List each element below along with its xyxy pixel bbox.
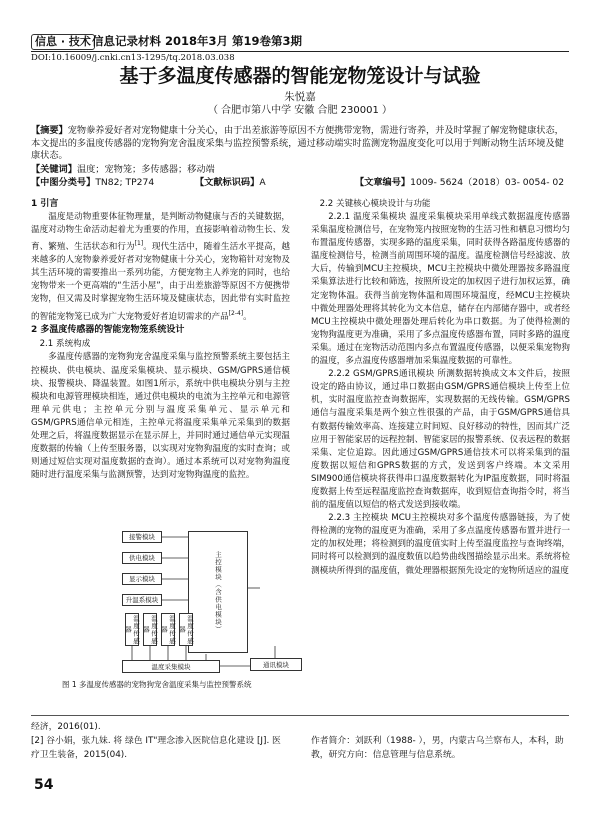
reference-1-tail: 经济，2016(01).: [31, 722, 101, 732]
diagram-sensor-4: [179, 613, 193, 646]
diagram-display-box: 显示模块: [122, 573, 162, 585]
diagram-collect-box: 温度采集模块: [122, 660, 220, 673]
left-column: [31, 197, 290, 482]
article-title: 基于多温度传感器的智能宠物笼设计与试验: [119, 65, 481, 87]
section-1-paragraph: [31, 211, 290, 323]
sensor-3-label: 温度传感器: [160, 614, 176, 645]
clc-code: [31, 177, 154, 190]
footer-rule: [31, 715, 569, 716]
p1-text: 温度是动物重要体征物理量，是判断动物健康与否的关键数据，温度对动物生命活动起着尤为重要的作用，直接影响着动物生长、发育、繁殖、生活状态和行为: [31, 212, 290, 253]
ref-2-4: [2-4]: [228, 309, 244, 317]
section-2-1-paragraph: 多温度传感器的宠物狗宠舍温度采集与监控预警系统主要包括主控模块、供电模块、温度采集模块、显示模块、GSM/GPRS通信模块、报警模块、降温装置。如图1所示，系统中供电模块分别与主控模块和电源管理模块相连，通过供电模块的电流为主控单元和电源管理单元供电；主控单元分别与温度采集单元、显示单元和GSM/GPRS通信单元相连，主控单元将温度采集单元采集到的数据处理之后，将温度数据显示在显示屏上，并同时通过通信单元实现温度数据的传输（上传至服务器，以实现对宠物狗温度的实时查询；或则通过短信实现对温度数据的查询）。通过本系统可以对宠物狗温度随时进行温度采集与监测预警，达到对宠物狗温度的监控。: [31, 352, 290, 481]
section-1-heading: 1 引言: [31, 199, 59, 209]
article-no-value: 1009- 5624（2018）03- 0054- 02: [410, 177, 565, 188]
references-continued: [31, 720, 286, 762]
section-2-2-2-paragraph: 2.2.2 GSM/GPRS通讯模块 所测数据转换成文本文件后，按照设定的路由协议，通过串口数据由GSM/GPRS通信模块上传至上位机，实时温度监控查询数据库，实现数据的无线传输。GSM/GPRS通信与温度采集是两个独立性很强的产品，由于GSM/GPRS通信具有数据传输效率高、连接建立时间短、良好移动的特性，因而其广泛应用于智能家居的远程控制、智能家居的报警系统、仪表远程的数据采集、定位追踪。因此通过GSM/GPRS通信技术可以将采集到的温度数据以短信和GPRS数据的方式，发送到客户终端。本文采用SIM900通信模块将获得串口温度数据转化为IP温度数据，同时将温度数据上传至远程温度监控查询数据库，收到短信查询指令时，将当前的温度值以短信的格式发送到接收端。: [311, 369, 570, 511]
sensor-4-label: 温度传感器: [178, 614, 194, 645]
ref-1: [1]: [134, 240, 144, 248]
right-column: [311, 197, 570, 578]
doc-code-label: 【文献标识码】: [195, 177, 260, 188]
diagram-main-control-box: [188, 531, 248, 653]
keywords-label: 【关键词】: [31, 164, 77, 175]
figure-1-caption: 图 1 多温度传感器的宠物狗宠舍温度采集与监控预警系统: [62, 680, 252, 689]
keywords-text: 温度；宠物笼；多传感器；移动端: [76, 164, 215, 175]
section-2-heading: 2 多温度传感器的智能宠物笼系统设计: [31, 325, 185, 336]
header-rule: [31, 51, 569, 52]
clc-value: TN82; TP274: [95, 177, 155, 188]
clc-label: 【中图分类号】: [31, 177, 96, 188]
affiliation: （ 合肥市第八中学 安徽 合肥 230001 ）: [207, 105, 393, 116]
author-name: 朱悦嘉: [284, 91, 316, 103]
reference-2: [2] 谷小娟，张九妹. 将 绿色 IT"理念渗入医院信息化建设 [J]. 医疗卫生装备，2015(04).: [31, 736, 281, 760]
sensor-1-label: 温度传感器: [124, 614, 140, 645]
doi-line: DOI:10.16009/j.cnki.cn13-1295/tq.2018.03.038: [31, 53, 235, 63]
diagram-cooling-box: 升温系模块: [122, 594, 162, 606]
doc-code-value: A: [259, 177, 266, 188]
doc-code: [195, 177, 266, 190]
diagram-comm-box: 通讯模块: [250, 658, 302, 671]
main-control-label: 主控模块（含供电模块）: [214, 550, 222, 634]
diagram-sensor-1: [125, 613, 139, 646]
section-2-2-1-paragraph: 2.2.1 温度采集模块 温度采集模块采用单线式数据温度传感器采集温度检测信号，在宠物笼内按照宠物的生活习性和栖息习惯均匀布置温度传感器，实现多路的温度采集，同时获得各路温度传感器的温度检测信号，检测当前周围环境的温度。温度检测信号经滤波、放大后，传输到MCU主控模块，MCU主控模块中微处理器按多路温度采集算法进行比较和筛选，按照所设定的加权因子进行加权运算，确定宠物体温。获得当前宠物体温和周围环境温度，经MCU主控模块中微处理器处理将其转化为文本信息，储存在内部储存器中，或者经MCU主控模块中微处理器处理后转化为串口数据。为了使得检测的宠物狗温度更为准确，采用了多点温度传感器布置，同时多路的温度采集。通过在宠物活动范围内多点布置温度传感器，以便采集宠物狗的温度，多点温度传感器增加采集温度数据的可靠性。: [311, 212, 570, 367]
section-2-1-heading: 2.1 系统构成: [39, 339, 91, 350]
diagram-alarm-recv-box: 接警模块: [122, 531, 162, 543]
abstract-label: 【摘要】: [31, 125, 68, 136]
sensor-2-label: 温度传感器: [142, 614, 158, 645]
article-number: [355, 177, 564, 190]
author-bio: 作者简介：刘跃利（1988- ），男，内蒙古乌兰察布人，本科，助教，研究方向：信息管理与信息系统。: [311, 736, 564, 760]
p1-text-b: 。现代生活中，随着生活水平提高，越来越多的人宠物豢养爱好者对宠物健康十分关心，宠物箱针对宠物及其生活环境的需要推出一系列功能，方便宠物主人养宠的同时，也给宠物带来一个更高端的“生活小屋”，由于出差旅游等原因不方便携带宠物，但又需及时掌握宠物生活环境及健康状态，因此带有实时监控的智能宠物笼已成为广大宠物爱好者迫切需求的产品: [31, 242, 290, 322]
diagram-power-box: 供电模块: [122, 552, 162, 564]
page-number: 54: [34, 777, 54, 793]
figure-1-diagram: [100, 528, 310, 678]
abstract: [31, 125, 569, 163]
abstract-text: 宠物豢养爱好者对宠物健康十分关心，由于出差旅游等原因不方便携带宠物，需进行寄养，并及时掌握了解宠物健康状态，本文提出的多温度传感器的宠物狗宠舍温度采集与监控预警系统，通过移动端实时监测宠物温度变化可以用于判断动物生活环境及健康状态。: [31, 125, 564, 162]
diagram-sensor-3: [161, 613, 175, 646]
article-no-label: 【文章编号】: [355, 177, 411, 188]
section-2-2-heading: 2.2 关键核心模块设计与功能: [319, 199, 431, 209]
journal-section-tag: 信息 · 技术: [31, 34, 95, 50]
section-2-2-3-paragraph: 2.2.3 主控模块 MCU主控模块对多个温度传感器链接，为了使得检测的宠物的温度更为准确，采用了多点温度传感器布置并进行一定的加权处理；将检测到的温度值实时上传至温度监控与查询终端，同时将可以检测到的温度数值以趋势曲线图描绘显示出来。系统将检测模块所得到的温度值，微处理器根据预先设定的宠物所适应的温度: [311, 513, 570, 576]
keywords: [31, 164, 569, 177]
journal-issue: 信息记录材料 2018年3月 第19卷第3期: [92, 34, 303, 48]
p1-text-c: 。: [243, 311, 252, 322]
diagram-sensor-2: [143, 613, 157, 646]
